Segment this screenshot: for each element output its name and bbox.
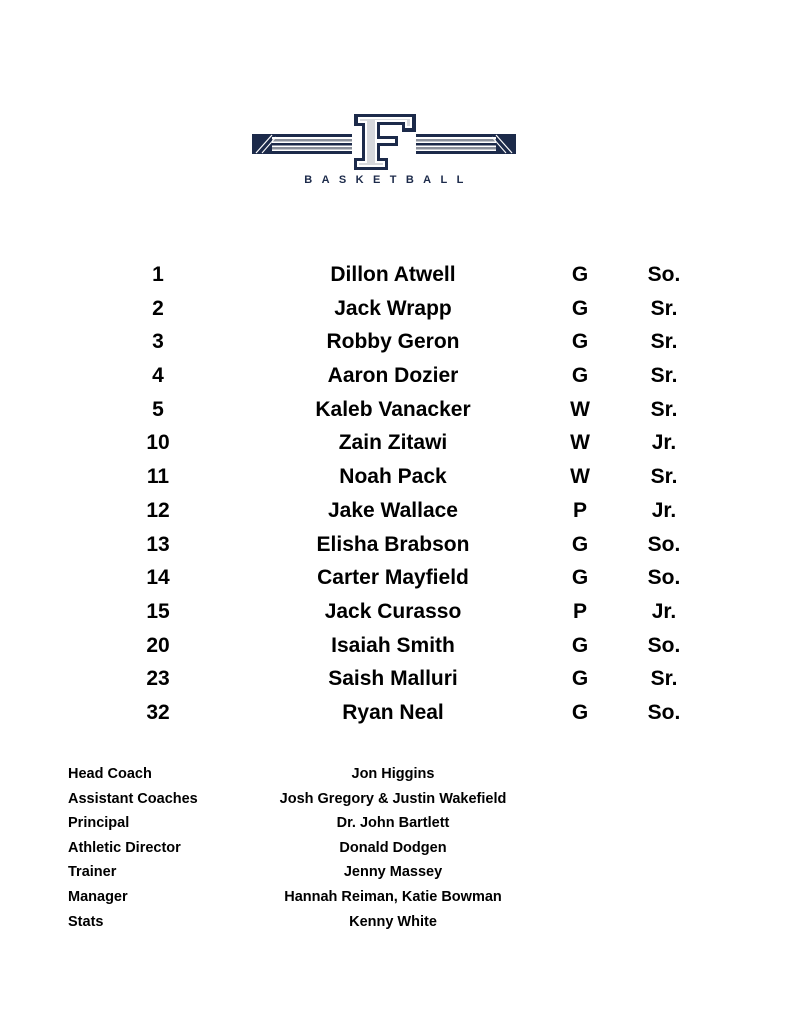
table-row (0, 595, 791, 629)
table-row (0, 629, 791, 663)
player-position: G (571, 263, 589, 286)
player-name: Kaleb Vanacker (315, 397, 471, 421)
staff-name: Jon Higgins (351, 766, 435, 782)
player-name: Robby Geron (326, 330, 460, 354)
player-number: 23 (146, 667, 170, 691)
f-logo-graphic (250, 112, 518, 172)
player-year: Sr. (650, 364, 678, 388)
player-number: 3 (152, 330, 164, 354)
logo-wordmark: BASKETBALL (304, 174, 473, 186)
staff-role: Stats (68, 913, 104, 930)
player-position: G (571, 667, 589, 691)
player-position: G (571, 532, 589, 556)
player-position: G (571, 700, 589, 724)
player-name: Noah Pack (339, 465, 447, 489)
table-row (0, 359, 791, 393)
player-name: Jack Curasso (324, 599, 462, 623)
player-position: G (571, 633, 589, 657)
staff-name: Dr. John Bartlett (336, 815, 450, 832)
staff-role: Assistant Coaches (68, 790, 198, 807)
player-year: Sr. (650, 667, 678, 691)
player-year: Sr. (650, 397, 678, 421)
list-item (0, 885, 791, 910)
player-number: 11 (146, 465, 170, 489)
list-item (0, 762, 791, 787)
staff-name: Kenny White (349, 913, 437, 930)
player-number: 4 (152, 364, 164, 388)
player-name: Elisha Brabson (316, 532, 470, 556)
player-position: P (572, 498, 587, 522)
player-year: So. (647, 566, 681, 590)
player-name: Jake Wallace (328, 498, 458, 522)
list-item (0, 910, 791, 935)
staff-role: Head Coach (68, 766, 152, 782)
player-number: 5 (152, 397, 164, 421)
player-year: Jr. (651, 498, 677, 522)
table-row (0, 393, 791, 427)
player-position: G (571, 364, 589, 388)
staff-name: Josh Gregory & Justin Wakefield (279, 790, 507, 807)
player-name: Ryan Neal (342, 700, 444, 724)
player-name: Carter Mayfield (317, 566, 469, 590)
list-item (0, 787, 791, 812)
table-row (0, 561, 791, 595)
player-name: Isaiah Smith (331, 633, 455, 657)
staff-name: Donald Dodgen (339, 839, 447, 856)
player-year: So. (647, 700, 681, 724)
player-year: So. (647, 263, 681, 286)
player-name: Saish Malluri (328, 667, 458, 691)
player-year: So. (647, 532, 681, 556)
player-year: Sr. (650, 465, 678, 489)
player-number: 12 (146, 498, 170, 522)
player-name: Dillon Atwell (330, 263, 456, 286)
list-item (0, 811, 791, 836)
staff-role: Manager (68, 888, 128, 905)
list-item (0, 836, 791, 861)
table-row (0, 528, 791, 562)
player-position: W (570, 465, 590, 489)
player-year: So. (647, 633, 681, 657)
staff-role: Trainer (68, 864, 117, 881)
roster-table (0, 258, 791, 730)
player-year: Sr. (650, 330, 678, 354)
staff-name: Hannah Reiman, Katie Bowman (284, 888, 502, 905)
player-name: Aaron Dozier (327, 364, 459, 388)
player-name: Jack Wrapp (334, 296, 452, 320)
table-row (0, 258, 791, 292)
table-row (0, 325, 791, 359)
player-position: G (571, 566, 589, 590)
player-number: 20 (146, 633, 170, 657)
table-row (0, 696, 791, 730)
staff-role: Principal (68, 815, 130, 832)
player-number: 1 (152, 263, 164, 286)
player-position: W (570, 431, 590, 455)
basketball-logo (250, 112, 518, 194)
player-number: 32 (146, 700, 170, 724)
player-position: P (572, 599, 587, 623)
staff-role: Athletic Director (68, 839, 181, 856)
table-row (0, 662, 791, 696)
staff-name: Jenny Massey (343, 864, 443, 881)
player-number: 15 (146, 599, 170, 623)
player-number: 10 (146, 431, 170, 455)
player-year: Jr. (651, 431, 677, 455)
player-position: W (570, 397, 590, 421)
player-year: Sr. (650, 296, 678, 320)
player-position: G (571, 330, 589, 354)
player-year: Jr. (651, 599, 677, 623)
table-row (0, 292, 791, 326)
player-number: 2 (152, 296, 164, 320)
player-name: Zain Zitawi (338, 431, 448, 455)
player-number: 14 (146, 566, 170, 590)
list-item (0, 860, 791, 885)
table-row (0, 494, 791, 528)
table-row (0, 460, 791, 494)
staff-list (0, 762, 791, 934)
table-row (0, 426, 791, 460)
player-number: 13 (146, 532, 170, 556)
player-position: G (571, 296, 589, 320)
